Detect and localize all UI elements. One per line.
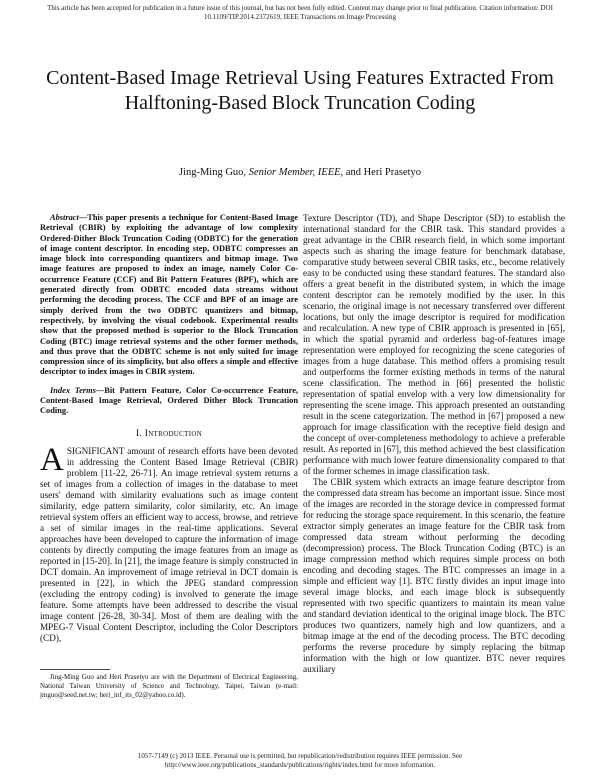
- paper-title: Content-Based Image Retrieval Using Features Extracted From Halftoning-Based Block Truncation Coding: [46, 67, 554, 114]
- author-membership: Senior Member, IEEE: [248, 167, 341, 178]
- index-terms: [40, 386, 298, 417]
- author-name: Jing-Ming Guo,: [178, 167, 249, 178]
- author-affiliation-footnote: Jing-Ming Guo and Heri Prasetyo are with the Department of Electrical Engineering, National Taiwan University of Science and Technology, Taipei, Taiwan (e-mail: jmguo@seed.net.tw; heri_inf_its_02@yahoo.co.id).: [40, 673, 298, 699]
- index-terms-text: —Bit Pattern Feature, Color Co-occurrence Feature, Content-Based Image Retrieval, Ordered Dither Block Truncation Coding.: [40, 385, 299, 416]
- publication-notice: This article has been accepted for publication in a future issue of this journal, but has not been fully edited. Content may change prior to final publication. Citation information: DOI 10.1109/TIP.2014.2372619, IEEE Transactions on Image Processing: [47, 4, 553, 21]
- abstract-label: Abstract: [50, 213, 79, 222]
- right-paragraph-1: Texture Descriptor (TD), and Shape Descriptor (SD) to establish the international standard for the CBIR task. This standard provides a great advantage in the CBIR research field, in which some important aspects such as sharing the image feature for benchmark database, comparative study between several CBIR tasks, etc., become relatively easy to be conducted using these standard features. The standard also offers a great benefit in the distributed system, in which the image content descriptor can be remotely modified by the user. In this scenario, the original image is not necessary transferred over different locations, but only the image descriptor is required for modification and recalculation. A new type of CBIR approach is presented in [65], in which the spatial pyramid and orderless bag-of-features image representation were employed for recognizing the scene categories of images from a huge database. This method offers a promising result and outperforms the former existing methods in terms of the natural scene classification. The method in [66] presented the holistic representation of spatial envelop with a very low dimensionality for representing the scene image. This approach presented an outstanding result in the scene categorization. The method in [67] proposed a new approach for image classification with the receptive field design and the concept of over-completeness methodology to achieve a preferable result. As reported in [67], this method achieved the best classification performance with much lower feature dimensionality compared to that of the former schemes in image classification task.: [303, 213, 565, 476]
- footnote-divider: [40, 669, 110, 670]
- author-line: [40, 167, 560, 178]
- copyright-footer: 1057-7149 (c) 2013 IEEE. Personal use is permitted, but republication/redistribution requires IEEE permission. See http://www.ieee.org/publications_standards/publications/rights/index.html for more information.: [137, 752, 463, 769]
- drop-cap: A: [40, 441, 64, 478]
- right-column: [303, 213, 565, 675]
- section-heading-introduction: I. Introduction: [135, 428, 203, 439]
- index-terms-label: Index Terms: [50, 385, 96, 395]
- coauthor-name: , and Heri Prasetyo: [340, 167, 422, 178]
- abstract-text: —This paper presents a technique for Content-Based Image Retrieval (CBIR) by exploiting the advantage of low complexity Ordered-Dither Block Truncation Coding (ODBTC) for the generation of image content descriptor. In encoding step, ODBTC compresses an image block into corresponding quantizers and bitmap image. Two image features are proposed to index an image, namely Color Co-occurrence Feature (CCF) and Bit Pattern Features (BPF), which are generated directly from ODBTC encoded data streams without performing the decoding process. The CCF and BPF of an image are simply derived from the two ODBTC quantizers and bitmap, respectively, by involving the visual codebook. Experimental results show that the proposed method is superior to the Block Truncation Coding (BTC) image retrieval systems and the other former methods, and thus prove that the ODBTC scheme is not only suited for image compression since of its simplicity, but also offers a simple and effective descriptor to index images in CBIR system.: [40, 213, 298, 377]
- intro-lead-word: SIGNIFICANT: [66, 445, 125, 456]
- intro-paragraph: [40, 441, 298, 644]
- right-paragraph-2: The CBIR system which extracts an image feature descriptor from the compressed data stream has become an important issue. Since most of the images are recorded in the storage device in compressed format for reducing the storage space requirement. In this scenario, the feature extractor simply generates an image feature for the CBIR task from compressed data stream without performing the decoding (decompression) process. The Block Truncation Coding (BTC) is an image compression method which requires simple process on both encoding and decoding stages. The BTC compresses an image in a simple and efficient way [1]. BTC firstly divides an input image into several image blocks, and each image block is subsequently represented with two specific quantizers to maintain its mean value and standard deviation identical to the original image block. The BTC produces two quantizers, namely high and low quantizers, and a bitmap image at the end of the decoding process. The BTC decoding performs the reverse procedure by simply replacing the bitmap information with the high or low quantizer. BTC never requires auxiliary: [303, 477, 565, 674]
- abstract: [40, 213, 298, 378]
- left-column: [40, 213, 298, 644]
- intro-text: amount of research efforts have been devoted in addressing the Content Based Image Retrieval (CBIR) problem [11-22, 26-71]. An image retrieval system returns a set of images from a collection of images in the database to meet users' demand with similarity evaluations such as image content similarity, edge pattern similarity, color similarity, etc. An image retrieval system offers an efficient way to access, browse, and retrieve a set of similar images in the real-time applications. Several approaches have been developed to capture the information of image contents by directly computing the image features from an image as reported in [15-20]. In [21], the image feature is simply constructed in DCT domain. An improvement of image retrieval in DCT domain is presented in [22], in which the JPEG standard compression (excluding the entropy coding) is involved to generate the image feature. Some attempts have been addressed to describe the visual image content [26-28, 30-34]. Most of them are dealing with the MPEG-7 Visual Content Descriptor, including the Color Descriptors (CD),: [40, 445, 298, 643]
